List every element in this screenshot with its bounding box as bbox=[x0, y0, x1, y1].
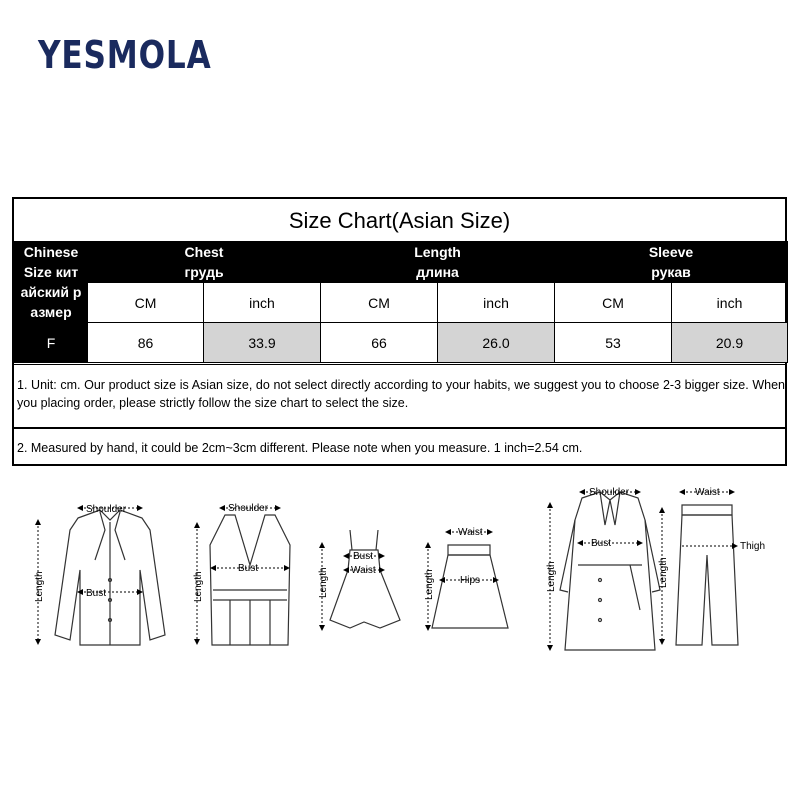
tank-bust-label: Bust bbox=[238, 563, 259, 574]
pants-waist-label: Waist bbox=[695, 487, 720, 498]
coat-bust-label: Bust bbox=[591, 538, 612, 549]
length-header: Length длина bbox=[321, 242, 555, 283]
note-measure: 2. Measured by hand, it could be 2cm~3cm different. Please note when you measure. 1 inch=2.54 cm. bbox=[14, 427, 785, 466]
size-chart bbox=[12, 197, 787, 466]
unit-cell: inch bbox=[204, 283, 321, 323]
unit-cell: CM bbox=[321, 283, 438, 323]
size-table bbox=[14, 241, 788, 363]
pants-thigh-label: Thigh bbox=[740, 541, 766, 552]
unit-cell: inch bbox=[672, 283, 788, 323]
blouse-bust-label: Bust bbox=[86, 588, 107, 599]
skirt-waist-label: Waist bbox=[458, 527, 483, 538]
dress-diagram bbox=[318, 530, 400, 628]
pants-diagram bbox=[658, 487, 765, 645]
tank-shoulder-label: Shoulder bbox=[228, 503, 269, 514]
skirt-hips-label: Hips bbox=[460, 575, 481, 586]
dress-length-label: Length bbox=[318, 567, 329, 598]
chart-title: Size Chart(Asian Size) bbox=[288, 208, 511, 233]
chest-header: Chest грудь bbox=[88, 242, 321, 283]
coat-shoulder-label: Shoulder bbox=[589, 487, 630, 498]
coat-diagram bbox=[546, 487, 660, 650]
brand-logo: YESMOLA bbox=[38, 33, 212, 77]
table-cell: 20.9 bbox=[672, 323, 788, 363]
note-unit: 1. Unit: cm. Our product size is Asian size, do not select directly according to your habits, we suggest you to choose 2-3 bigger size. When you placing order, please strictly follow the size chart to select the size. bbox=[14, 364, 785, 427]
table-cell: 66 bbox=[321, 323, 438, 363]
unit-cell: CM bbox=[88, 283, 204, 323]
sleeve-header: Sleeve рукав bbox=[555, 242, 788, 283]
pants-length-label: Length bbox=[658, 557, 669, 588]
coat-length-label: Length bbox=[546, 561, 557, 592]
blouse-diagram bbox=[34, 504, 165, 645]
tank-length-label: Length bbox=[193, 571, 204, 602]
size-cell: F bbox=[15, 323, 88, 363]
blouse-shoulder-label: Shoulder bbox=[86, 504, 127, 515]
dress-waist-label: Waist bbox=[351, 565, 376, 576]
dress-bust-label: Bust bbox=[353, 551, 374, 562]
table-cell: 33.9 bbox=[204, 323, 321, 363]
skirt-length-label: Length bbox=[424, 569, 435, 600]
unit-cell: inch bbox=[438, 283, 555, 323]
measurement-diagrams bbox=[0, 470, 800, 670]
table-cell: 26.0 bbox=[438, 323, 555, 363]
table-row bbox=[15, 323, 788, 363]
table-cell: 86 bbox=[88, 323, 204, 363]
blouse-length-label: Length bbox=[34, 571, 45, 602]
skirt-diagram bbox=[424, 527, 508, 628]
unit-cell: CM bbox=[555, 283, 672, 323]
tank-diagram bbox=[193, 503, 290, 645]
table-cell: 53 bbox=[555, 323, 672, 363]
size-column-header: Chinese Size кит айский р азмер bbox=[15, 242, 88, 323]
